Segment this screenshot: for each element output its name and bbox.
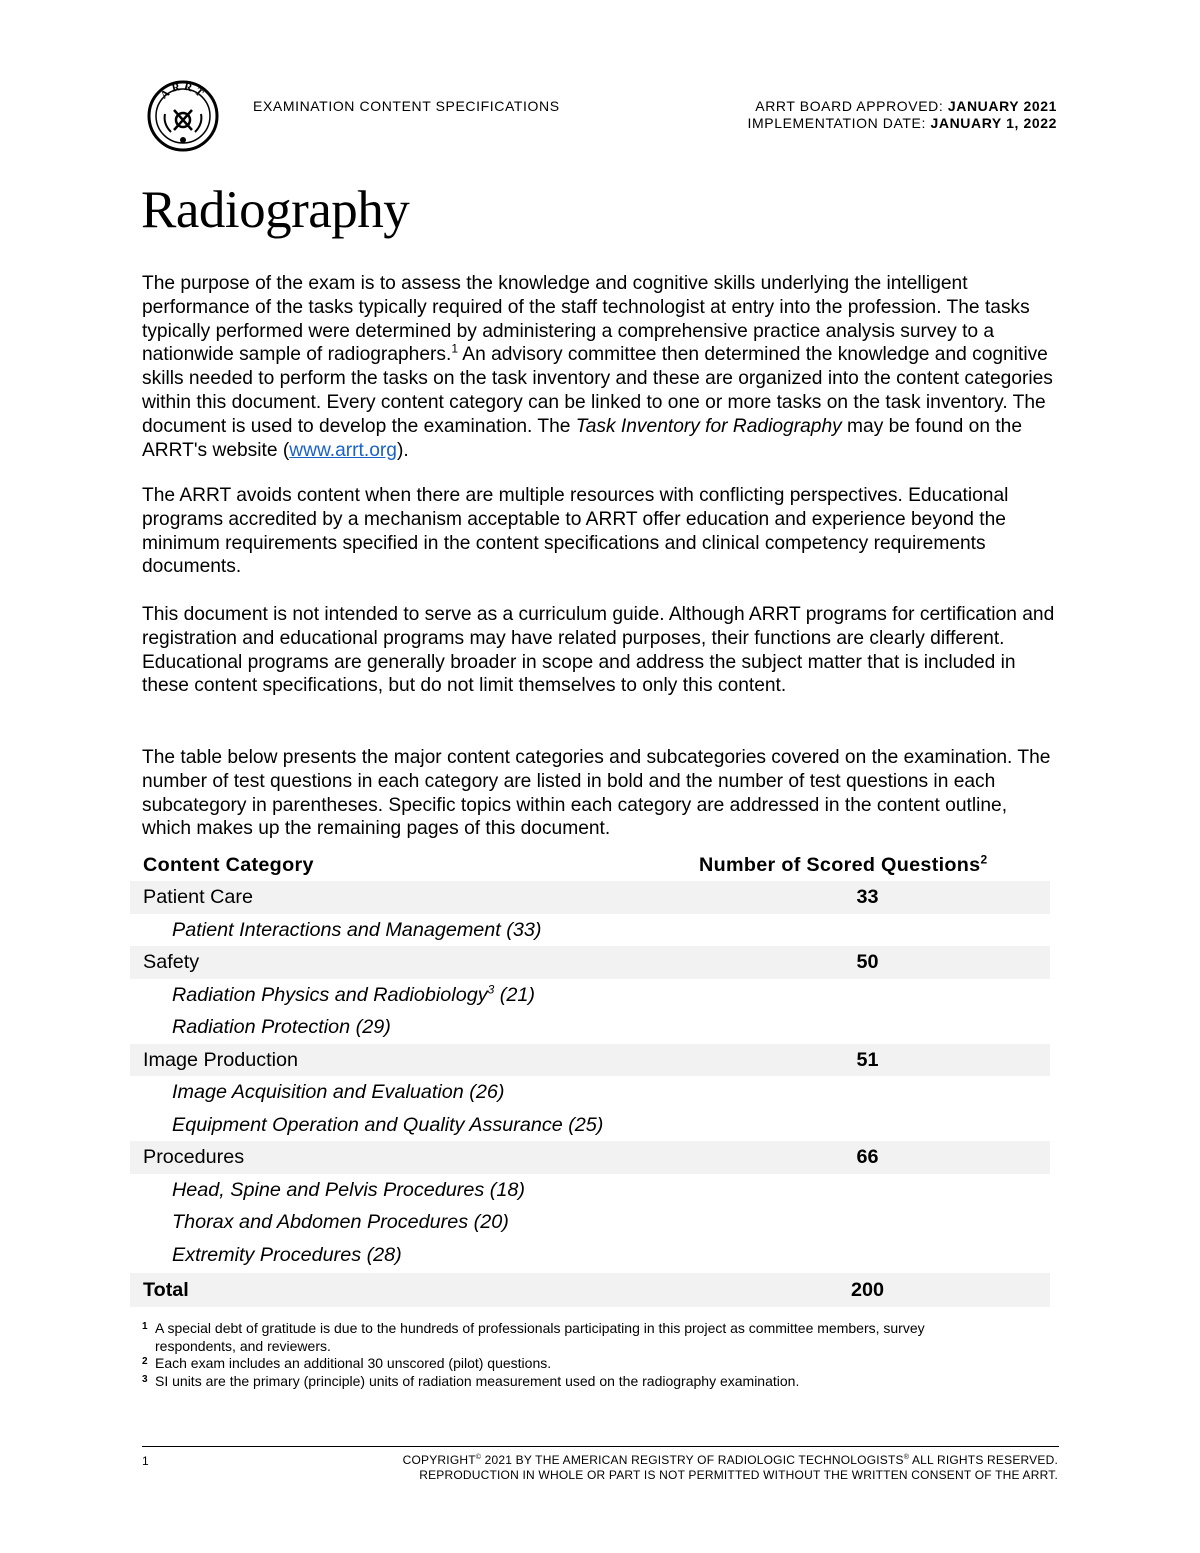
category-label: Safety <box>143 951 200 973</box>
copyright-symbol: © <box>475 1454 482 1461</box>
footnote <box>142 1373 942 1391</box>
category-label: Procedures <box>143 1146 245 1168</box>
footnote-text: A special debt of gratitude is due to the hundreds of professionals participating in this project as committee members, survey respondents, and reviewers. <box>155 1320 925 1354</box>
arrt-website-link[interactable]: www.arrt.org <box>289 439 397 461</box>
subcategory-label: Image Acquisition and Evaluation (26) <box>172 1081 505 1103</box>
table-row <box>130 1109 1050 1142</box>
implementation-label: IMPLEMENTATION DATE: <box>747 115 926 131</box>
table-row <box>130 1141 1050 1174</box>
footnote-text: Each exam includes an additional 30 unscored (pilot) questions. <box>155 1355 552 1371</box>
category-count: 33 <box>856 886 879 908</box>
reproduction-notice: REPRODUCTION IN WHOLE OR PART IS NOT PERMITTED WITHOUT THE WRITTEN CONSENT OF THE ARRT. <box>419 1468 1058 1482</box>
table-row <box>130 1011 1050 1044</box>
paragraph-text: An advisory committee then determined the knowledge and cognitive skills needed to perform the tasks on the task inventory and these are organized into the content categories within this document. Every content category can be linked to one or more tasks on the task inventory. The document is used to develop the examination. The <box>142 344 1053 437</box>
footnotes <box>142 1320 942 1390</box>
paragraph-conflicting-content: The ARRT avoids content when there are multiple resources with conflicting perspectives. Educational programs accredited by a mechanism acceptable to ARRT offer education and experience beyond the minimum requirements specified in the content specifications and clinical competency requirements documents. <box>142 485 1009 578</box>
table-total-row <box>130 1273 1050 1307</box>
footnote-number: 2 <box>142 1356 148 1367</box>
total-value: 200 <box>850 1279 884 1301</box>
footnote-ref-3: 3 <box>487 981 495 996</box>
footnote-text: SI units are the primary (principle) units of radiation measurement used on the radiography examination. <box>155 1372 800 1389</box>
svg-text:ARRT: ARRT <box>158 80 208 102</box>
table-header-row <box>130 850 1050 881</box>
header-title: EXAMINATION CONTENT SPECIFICATIONS <box>253 98 560 114</box>
copyright-text: 2021 BY THE AMERICAN REGISTRY OF RADIOLOGIC TECHNOLOGISTS <box>481 1453 904 1467</box>
subcategory-count: (21) <box>494 983 535 1006</box>
table-row <box>130 1044 1050 1077</box>
paragraph-text: ). <box>396 439 409 461</box>
footnote-ref-2: 2 <box>980 852 988 867</box>
content-category-table <box>130 850 1050 1307</box>
table-row <box>130 1206 1050 1239</box>
footnote <box>142 1320 942 1355</box>
copyright-text: COPYRIGHT <box>402 1453 476 1467</box>
table-row <box>130 1174 1050 1207</box>
subcategory-label <box>172 979 535 1012</box>
paragraph-text: The purpose of the exam is to assess the knowledge and cognitive skills underlying the intelligent performance of the tasks typically required of the staff technologist at entry into the profession. The tasks typically performed were determined by administering a comprehensive practice analysis survey to a nationwide sample of radiographers. <box>142 273 1030 366</box>
copyright-text: ALL RIGHTS RESERVED. <box>909 1453 1058 1467</box>
subcategory-label: Extremity Procedures (28) <box>172 1243 402 1266</box>
category-count: 66 <box>856 1146 879 1168</box>
approved-label: ARRT BOARD APPROVED: <box>755 98 944 114</box>
arrt-logo <box>147 80 219 152</box>
paragraph-purpose <box>142 272 1057 462</box>
registered-symbol: ® <box>903 1454 910 1461</box>
column-header-text: Number of Scored Questions <box>699 854 981 876</box>
header-dates <box>748 98 1057 132</box>
subcategory-label: Radiation Protection (29) <box>172 1016 391 1038</box>
footnote-number: 1 <box>142 1321 148 1332</box>
page-number: 1 <box>142 1454 149 1468</box>
subcategory-label: Patient Interactions and Management (33) <box>172 918 542 941</box>
paragraph-curriculum: This document is not intended to serve as a curriculum guide. Although ARRT programs for certification and registration and educational programs may have related purposes, their functions are clearly different. Educational programs are generally broader in scope and address the subject matter that is included in these content specifications, but do not limit themselves to only this content. <box>142 604 1055 697</box>
table-row <box>130 946 1050 979</box>
table-row <box>130 881 1050 914</box>
implementation-value: JANUARY 1, 2022 <box>930 115 1057 131</box>
category-label: Image Production <box>143 1048 299 1071</box>
footnote-ref-1: 1 <box>451 342 459 356</box>
category-count: 50 <box>856 951 879 973</box>
subcategory-label: Equipment Operation and Quality Assurance (25) <box>172 1113 604 1136</box>
task-inventory-title: Task Inventory for Radiography <box>575 415 842 437</box>
subcategory-label: Thorax and Abdomen Procedures (20) <box>172 1211 509 1233</box>
footnote-number: 3 <box>142 1373 148 1385</box>
column-header-questions <box>699 850 987 881</box>
page-title: Radiography <box>141 181 410 239</box>
approved-value: JANUARY 2021 <box>947 98 1057 114</box>
copyright-notice <box>403 1453 1058 1483</box>
paragraph-table-intro: The table below presents the major content categories and subcategories covered on the examination. The number of test questions in each category are listed in bold and the number of test questions in each subcategory in parentheses. Specific topics within each category are addressed in the content outline, which makes up the remaining pages of this document. <box>142 747 1051 840</box>
total-label: Total <box>143 1279 189 1301</box>
subcategory-text: Radiation Physics and Radiobiology <box>172 983 488 1006</box>
table-row <box>130 914 1050 947</box>
table-row <box>130 1076 1050 1109</box>
paragraph-text: may be found on the ARRT's website ( <box>142 415 1022 461</box>
table-row <box>130 1239 1050 1272</box>
category-count: 51 <box>856 1048 879 1071</box>
table-row <box>130 979 1050 1012</box>
subcategory-label: Head, Spine and Pelvis Procedures (18) <box>172 1178 525 1201</box>
footnote <box>142 1355 942 1373</box>
footer-divider <box>142 1446 1059 1447</box>
column-header-category: Content Category <box>143 854 314 876</box>
category-label: Patient Care <box>143 886 253 908</box>
